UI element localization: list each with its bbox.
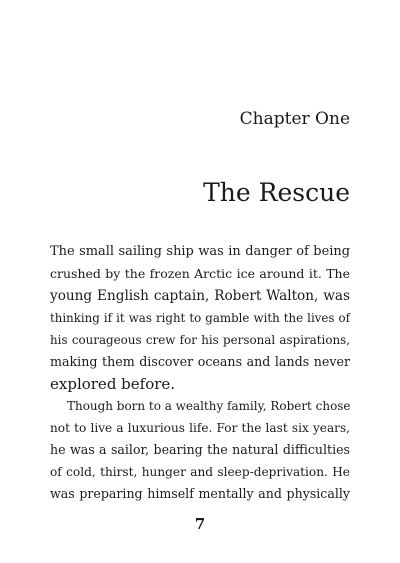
text-line: he was a sailor, bearing the natural difficulties: [50, 442, 350, 457]
text-line: not to live a luxurious life. For the last six years,: [50, 421, 350, 435]
text-line: his courageous crew for his personal aspirations,: [50, 333, 350, 347]
paragraph-2: [50, 395, 350, 505]
text-line: explored before.: [50, 375, 176, 393]
text-line: The small sailing ship was in danger of being: [50, 244, 350, 259]
text-line: young English captain, Robert Walton, was: [50, 288, 350, 304]
chapter-label: Chapter One: [239, 109, 350, 129]
text-line: of cold, thirst, hunger and sleep-deprivation. He: [50, 465, 350, 479]
chapter-title: The Rescue: [203, 178, 350, 207]
text-line: making them discover oceans and lands never: [50, 354, 350, 369]
body-text: [50, 241, 350, 505]
text-line: thinking if it was right to gamble with the lives of: [50, 311, 350, 325]
text-line: crushed by the frozen Arctic ice around it. The: [50, 266, 350, 281]
text-line: was preparing himself mentally and physically: [50, 486, 350, 501]
page-number: 7: [194, 515, 206, 533]
paragraph-1: [50, 241, 350, 395]
text-line: Though born to a wealthy family, Robert chose: [67, 399, 351, 413]
